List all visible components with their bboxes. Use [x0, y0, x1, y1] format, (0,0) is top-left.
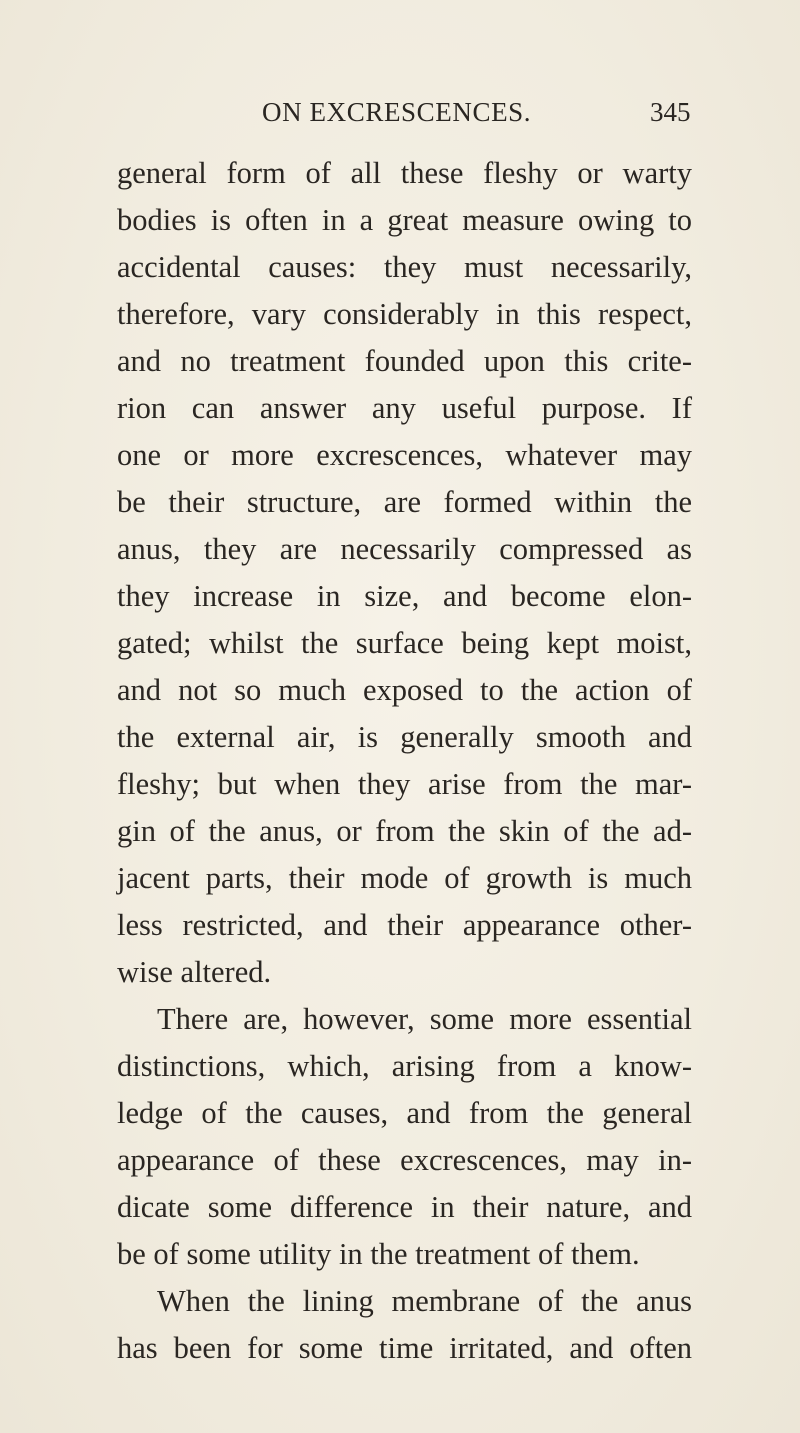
page-number: 345 [650, 97, 691, 127]
text-line: general form of all these fleshy or warty [117, 156, 692, 190]
text-line: less restricted, and their appearance other- [117, 908, 692, 942]
text-line: they increase in size, and become elon- [117, 579, 692, 613]
text-line: dicate some difference in their nature, and [117, 1190, 692, 1224]
paragraph-end-line: be of some utility in the treatment of them. [117, 1237, 640, 1271]
text-line: and no treatment founded upon this crite- [117, 344, 692, 378]
text-line: ledge of the causes, and from the general [117, 1096, 692, 1130]
text-line: distinctions, which, arising from a know- [117, 1049, 692, 1083]
running-head [0, 92, 800, 132]
text-line: therefore, vary considerably in this respect, [117, 297, 692, 331]
text-line: accidental causes: they must necessarily, [117, 250, 692, 284]
text-line: has been for some time irritated, and often [117, 1331, 692, 1365]
text-line: jacent parts, their mode of growth is much [117, 861, 692, 895]
text-line: gated; whilst the surface being kept moist, [117, 626, 692, 660]
text-line: gin of the anus, or from the skin of the ad- [117, 814, 692, 848]
text-line: the external air, is generally smooth and [117, 720, 692, 754]
text-line: rion can answer any useful purpose. If [117, 391, 692, 425]
running-title: ON EXCRESCENCES. [262, 97, 532, 127]
text-line: and not so much exposed to the action of [117, 673, 692, 707]
paragraph-start-line: There are, however, some more essential [157, 1002, 692, 1036]
text-line: anus, they are necessarily compressed as [117, 532, 692, 566]
text-line: fleshy; but when they arise from the mar- [117, 767, 692, 801]
text-line: one or more excrescences, whatever may [117, 438, 692, 472]
text-line: appearance of these excrescences, may in- [117, 1143, 692, 1177]
text-line: bodies is often in a great measure owing to [117, 203, 692, 237]
text-line: be their structure, are formed within the [117, 485, 692, 519]
paragraph-start-line: When the lining membrane of the anus [157, 1284, 692, 1318]
paragraph-end-line: wise altered. [117, 955, 272, 989]
body-text [117, 150, 692, 1372]
